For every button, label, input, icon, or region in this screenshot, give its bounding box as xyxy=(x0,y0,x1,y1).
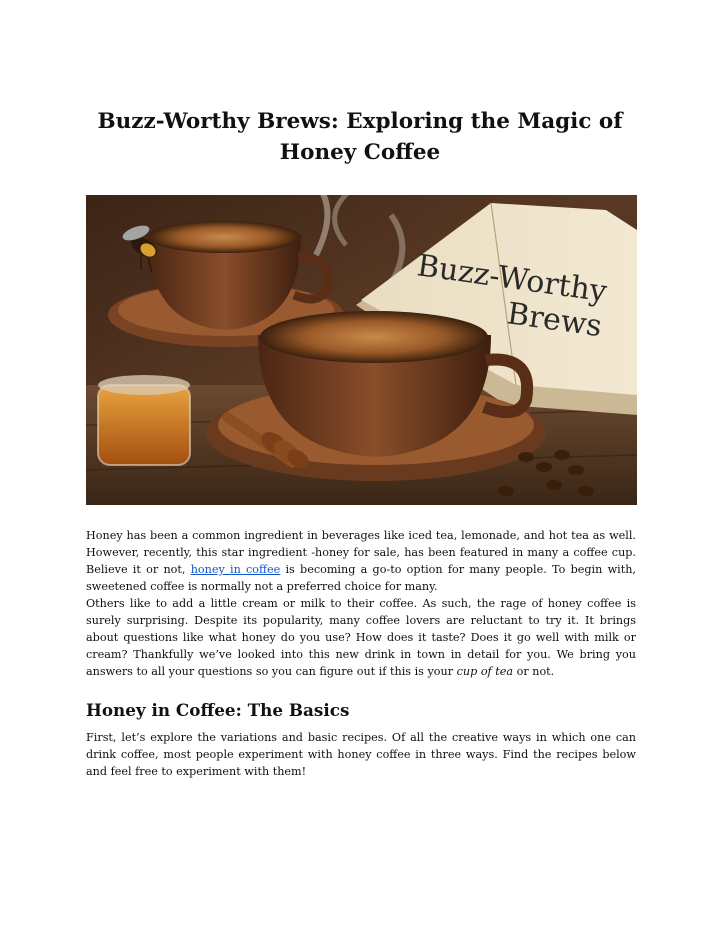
hero-image xyxy=(86,195,637,505)
svg-text:Buzz-Worthy: Buzz-Worthy xyxy=(414,248,609,310)
honey-jar xyxy=(98,375,190,465)
section-heading-basics: Honey in Coffee: The Basics xyxy=(86,700,350,720)
intro-text xyxy=(86,527,636,680)
page-title xyxy=(60,106,660,168)
intro-paragraph-2: Others like to add a little cream or milk to their coffee. As such, the rage of honey coffee is surely surprising. Despite its popularity, many coffee lovers are reluctant to try it. It brings about questions like what honey do you use? How does it taste? Does it go well with milk or cream? Thankfully we’ve looked into this new drink in town in detail for you. We bring you answers to all your questions so you can figure out if this is your cup of tea or not. xyxy=(86,597,636,678)
cup-of-tea-emphasis: cup of tea xyxy=(456,665,514,678)
title-line-2: Honey Coffee xyxy=(279,140,441,165)
honey-in-coffee-link[interactable]: honey in coffee xyxy=(190,563,281,576)
section-body-basics: First, let’s explore the variations and basic recipes. Of all the creative ways in which one can drink coffee, most people experiment with honey coffee in three ways. Find the recipes below and feel free to experiment with them! xyxy=(86,731,636,778)
svg-text:Brews: Brews xyxy=(504,296,605,345)
intro-paragraph-1: Honey has been a common ingredient in beverages like iced tea, lemonade, and hot tea as well. However, recently, this star ingredient -honey for sale, has been featured in many a coffee cup. Believe it or not, honey in coffee is becoming a go-to option for many people. To begin with, sweetened coffee is normally not a preferred choice for many. xyxy=(86,529,636,593)
title-line-1: Buzz-Worthy Brews: Exploring the Magic of xyxy=(97,109,623,134)
